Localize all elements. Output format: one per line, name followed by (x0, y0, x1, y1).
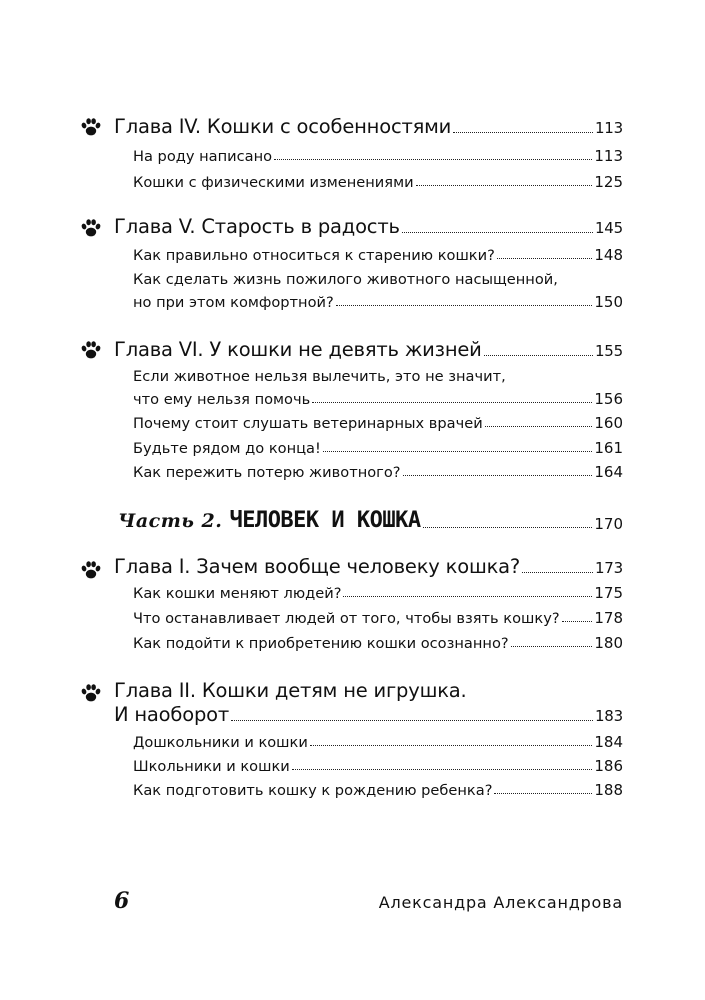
dot-leader (292, 769, 593, 770)
dot-leader (484, 355, 593, 356)
dot-leader (423, 527, 593, 528)
dot-leader (312, 402, 592, 403)
page-number: 175 (594, 584, 623, 602)
toc-entry[interactable] (133, 414, 623, 432)
dot-leader (562, 621, 593, 622)
page-number-footer: 6 (114, 888, 130, 914)
entry-title: Школьники и кошки (133, 758, 290, 775)
entry-title: Дошкольники и кошки (133, 734, 308, 751)
toc-part-2[interactable] (118, 508, 623, 533)
chapter-title: Глава IV. Кошки с особенностями (114, 115, 452, 138)
toc-entry[interactable] (133, 293, 623, 311)
toc-chapter-4[interactable] (114, 115, 623, 138)
page-number: 125 (594, 173, 623, 191)
paw-icon (80, 117, 102, 137)
page-number: 113 (594, 119, 623, 137)
dot-leader (522, 572, 593, 573)
page-number: 186 (594, 757, 623, 775)
entry-title-line1: Если животное нельзя вылечить, это не значит, (133, 368, 506, 385)
chapter-title: Глава VI. У кошки не девять жизней (114, 338, 482, 361)
toc-entry[interactable] (133, 390, 623, 408)
dot-leader (403, 475, 593, 476)
dot-leader (310, 745, 593, 746)
paw-icon (80, 683, 102, 703)
toc-entry[interactable] (133, 609, 623, 627)
entry-title-line1: Как сделать жизнь пожилого животного насыщенной, (133, 271, 558, 288)
entry-title: Будьте рядом до конца! (133, 440, 321, 457)
dot-leader (336, 305, 593, 306)
chapter-title: Глава V. Старость в радость (114, 215, 400, 238)
part-prefix: Часть 2. (118, 510, 223, 532)
toc-entry[interactable] (133, 246, 623, 264)
chapter-title: Глава I. Зачем вообще человеку кошка? (114, 555, 521, 578)
entry-title: но при этом комфортной? (133, 294, 334, 311)
toc-entry[interactable] (133, 781, 623, 799)
paw-icon (80, 560, 102, 580)
entry-title: Как кошки меняют людей? (133, 585, 342, 602)
toc-chapter-5[interactable] (114, 215, 623, 238)
toc-entry[interactable] (133, 733, 623, 751)
toc-entry[interactable] (133, 173, 623, 191)
toc-entry[interactable] (133, 463, 623, 481)
page-number: 155 (594, 342, 623, 360)
toc-entry[interactable] (133, 439, 623, 457)
page-number: 170 (594, 515, 623, 533)
part-title (118, 508, 421, 533)
page-number: 180 (594, 634, 623, 652)
page-number: 150 (594, 293, 623, 311)
page-number: 160 (594, 414, 623, 432)
entry-title: что ему нельзя помочь (133, 391, 311, 408)
dot-leader (402, 232, 593, 233)
entry-title: На роду написано (133, 148, 273, 165)
dot-leader (231, 720, 593, 721)
toc-entry[interactable] (133, 634, 623, 652)
page-number: 145 (594, 219, 623, 237)
paw-icon (80, 340, 102, 360)
dot-leader (343, 596, 592, 597)
author-name: Александра Александрова (378, 893, 623, 912)
entry-title: Кошки с физическими изменениями (133, 174, 414, 191)
chapter-title: И наоборот (114, 703, 230, 726)
page-number: 164 (594, 463, 623, 481)
paw-icon (80, 218, 102, 238)
page-number: 148 (594, 246, 623, 264)
page-number: 184 (594, 733, 623, 751)
toc-chapter-1[interactable] (114, 555, 623, 578)
dot-leader (497, 258, 593, 259)
page-number: 188 (594, 781, 623, 799)
entry-title: Почему стоит слушать ветеринарных врачей (133, 415, 483, 432)
dot-leader (485, 426, 593, 427)
dot-leader (323, 451, 593, 452)
toc-chapter-6[interactable] (114, 338, 623, 361)
dot-leader (494, 793, 592, 794)
page-number: 183 (594, 707, 623, 725)
entry-title: Как правильно относиться к старению кошки? (133, 247, 495, 264)
toc-entry[interactable] (133, 584, 623, 602)
page-number: 161 (594, 439, 623, 457)
entry-title: Как подготовить кошку к рождению ребенка? (133, 782, 493, 799)
toc-entry[interactable] (133, 147, 623, 165)
chapter-title-line1: Глава II. Кошки детям не игрушка. (114, 679, 467, 702)
toc-entry[interactable] (133, 757, 623, 775)
page-number: 173 (594, 559, 623, 577)
page-number: 178 (594, 609, 623, 627)
dot-leader (453, 132, 593, 133)
entry-title: Как подойти к приобретению кошки осознанно? (133, 635, 509, 652)
page-number: 156 (594, 390, 623, 408)
dot-leader (274, 159, 592, 160)
page-number: 113 (594, 147, 623, 165)
part-name: ЧЕЛОВЕК И КОШКА (229, 508, 421, 533)
dot-leader (511, 646, 593, 647)
entry-title: Что останавливает людей от того, чтобы взять кошку? (133, 610, 560, 627)
toc-chapter-2[interactable] (114, 703, 623, 726)
dot-leader (416, 185, 593, 186)
entry-title: Как пережить потерю животного? (133, 464, 401, 481)
